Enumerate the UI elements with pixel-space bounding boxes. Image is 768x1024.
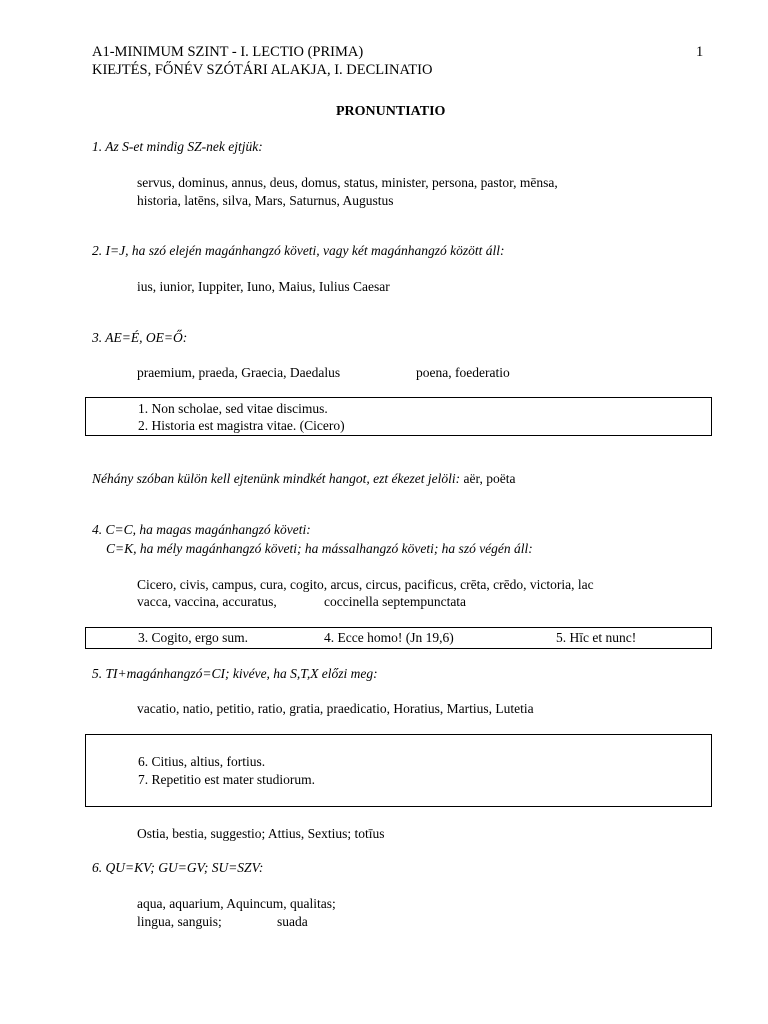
section-4-line-1: Cicero, civis, campus, cura, cogito, arcus, circus, pacificus, crēta, crēdo, victoria, lac: [137, 577, 594, 592]
example-box-1: [85, 397, 712, 436]
header-line-2: KIEJTÉS, FŐNÉV SZÓTÁRI ALAKJA, I. DECLINATIO: [92, 62, 433, 78]
section-3-note-examples: aër, poëta: [463, 471, 516, 486]
section-2-line-1: ius, iunior, Iuppiter, Iuno, Maius, Iulius Caesar: [137, 279, 390, 294]
section-5-heading: 5. TI+magánhangzó=CI; kivéve, ha S,T,X előzi meg:: [92, 666, 378, 681]
example-box-2-item-a: 3. Cogito, ergo sum.: [138, 630, 249, 645]
header-line-1: A1-MINIMUM SZINT - I. LECTIO (PRIMA): [92, 44, 364, 60]
example-box-1-line-2: 2. Historia est magistra vitae. (Cicero): [138, 418, 345, 433]
section-3-note: [92, 471, 515, 487]
example-box-2: [85, 627, 712, 649]
section-3-line-1a: praemium, praeda, Graecia, Daedalus: [137, 365, 341, 380]
section-3-note-text: Néhány szóban külön kell ejtenünk mindkét hangot, ezt ékezet jelöli:: [92, 471, 461, 486]
section-6-line-2b: suada: [277, 914, 308, 929]
section-5-line-1: vacatio, natio, petitio, ratio, gratia, praedicatio, Horatius, Martius, Lutetia: [137, 701, 534, 716]
example-box-3-line-2: 7. Repetitio est mater studiorum.: [138, 772, 315, 787]
section-3-line-1b: poena, foederatio: [416, 365, 510, 380]
section-6-line-2a: lingua, sanguis;: [137, 914, 222, 929]
section-3-heading: 3. AE=É, OE=Ő:: [92, 330, 188, 345]
section-4-line-2a: vacca, vaccina, accuratus,: [137, 594, 277, 609]
page-title: PRONUNTIATIO: [336, 104, 446, 119]
section-4-heading-1: 4. C=C, ha magas magánhangzó követi:: [92, 522, 311, 537]
section-1-line-1: servus, dominus, annus, deus, domus, status, minister, persona, pastor, mēnsa,: [137, 175, 558, 190]
example-box-2-item-c: 5. Hīc et nunc!: [556, 630, 637, 645]
section-5-line-2: Ostia, bestia, suggestio; Attius, Sextius; totīus: [137, 826, 385, 841]
example-box-1-line-1: 1. Non scholae, sed vitae discimus.: [138, 401, 328, 416]
example-box-2-item-b: 4. Ecce homo! (Jn 19,6): [324, 630, 454, 645]
section-1-heading: 1. Az S-et mindig SZ-nek ejtjük:: [92, 139, 263, 154]
section-2-heading: 2. I=J, ha szó elején magánhangzó követi, vagy két magánhangzó között áll:: [92, 243, 505, 258]
section-4-line-2b: coccinella septempunctata: [324, 594, 467, 609]
section-4-heading-2: C=K, ha mély magánhangzó követi; ha mássalhangzó követi; ha szó végén áll:: [106, 541, 533, 556]
section-6-line-1: aqua, aquarium, Aquincum, qualitas;: [137, 896, 336, 911]
section-6-heading: 6. QU=KV; GU=GV; SU=SZV:: [92, 860, 264, 875]
page-number: 1: [696, 44, 704, 60]
example-box-3-line-1: 6. Citius, altius, fortius.: [138, 754, 266, 769]
example-box-3: [85, 734, 712, 807]
section-1-line-2: historia, latēns, silva, Mars, Saturnus, Augustus: [137, 193, 394, 208]
